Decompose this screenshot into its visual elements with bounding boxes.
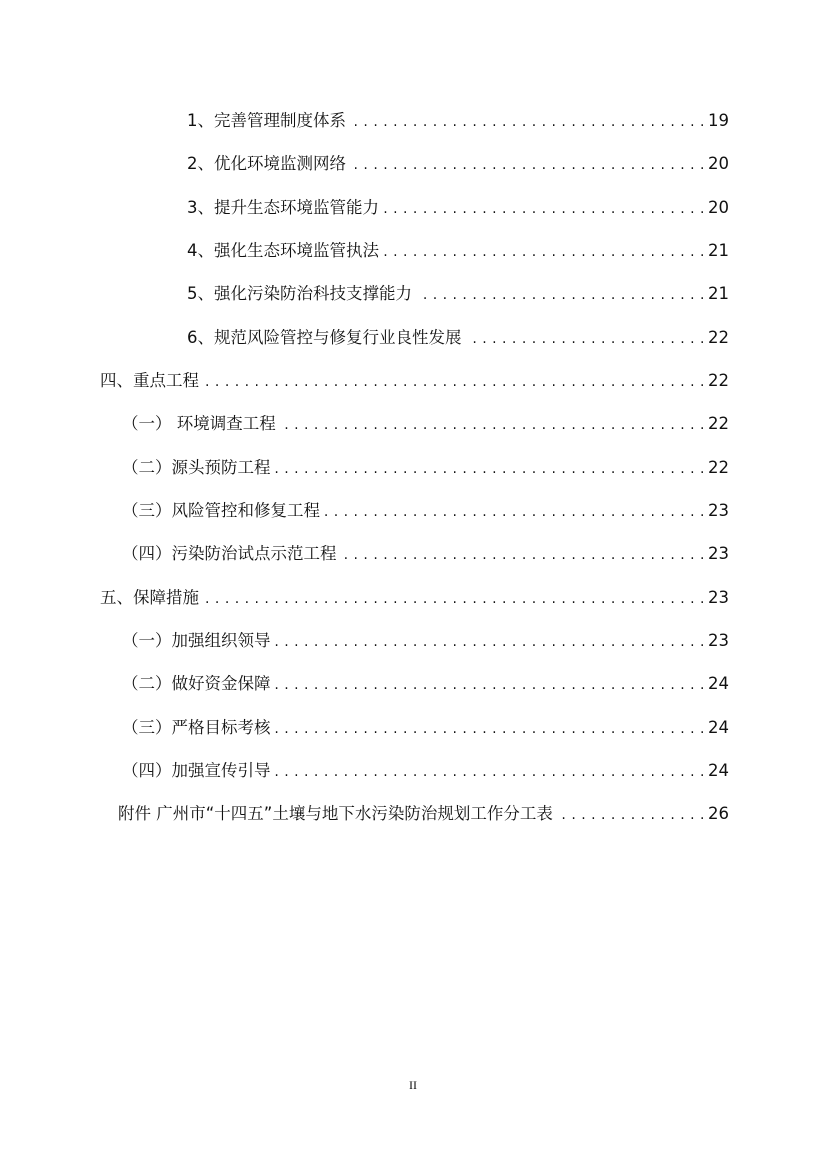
toc-entry-page: 21 — [708, 284, 729, 303]
dot-leader — [203, 376, 705, 388]
toc-entry-title: （四）加强宣传引导 — [122, 761, 271, 780]
toc-entry-page: 23 — [708, 588, 729, 607]
toc-entry[interactable] — [122, 411, 729, 435]
toc-entry-title: （二）源头预防工程 — [122, 458, 271, 477]
toc-entry-page: 22 — [708, 371, 729, 390]
toc-entry[interactable] — [122, 671, 729, 695]
toc-entry-page: 22 — [708, 414, 729, 433]
toc-entry[interactable] — [187, 151, 729, 175]
dot-leader — [203, 593, 705, 605]
dot-leader — [341, 549, 706, 561]
dot-leader — [275, 636, 706, 648]
toc-entry[interactable] — [100, 368, 729, 392]
toc-entry[interactable] — [187, 238, 729, 262]
toc-entry-page: 22 — [708, 328, 729, 347]
toc-entry[interactable] — [118, 801, 729, 825]
toc-entry-page: 20 — [708, 154, 729, 173]
toc-entry[interactable] — [122, 758, 729, 782]
toc-entry-title: （三）风险管控和修复工程 — [122, 501, 320, 520]
dot-leader — [383, 246, 705, 258]
toc-entry-title: （四）污染防治试点示范工程 — [122, 544, 337, 563]
toc-entry-title: 6、规范风险管控与修复行业良性发展 — [187, 328, 462, 347]
toc-entry-title: （一）加强组织领导 — [122, 631, 271, 650]
toc-entry-page: 23 — [708, 544, 729, 563]
toc-entry-page: 23 — [708, 501, 729, 520]
toc-entry-title: （三）严格目标考核 — [122, 718, 271, 737]
dot-leader — [324, 506, 705, 518]
toc-entry-title: 2、优化环境监测网络 — [187, 154, 346, 173]
toc-entry[interactable] — [122, 498, 729, 522]
toc-entry-page: 26 — [708, 804, 729, 823]
toc-entry-title: 1、完善管理制度体系 — [187, 111, 346, 130]
toc-entry[interactable] — [122, 455, 729, 479]
dot-leader — [280, 419, 705, 431]
toc-entry-title: 3、提升生态环境监管能力 — [187, 198, 379, 217]
dot-leader — [275, 723, 706, 735]
toc-entry-page: 20 — [708, 198, 729, 217]
toc-entry[interactable] — [187, 281, 729, 305]
toc-entry[interactable] — [122, 715, 729, 739]
dot-leader — [466, 333, 706, 345]
toc-entry-title: （二）做好资金保障 — [122, 674, 271, 693]
toc-entry[interactable] — [187, 325, 729, 349]
toc-entry[interactable] — [100, 585, 729, 609]
toc-entry-page: 21 — [708, 241, 729, 260]
toc-entry-page: 24 — [708, 761, 729, 780]
dot-leader — [350, 116, 705, 128]
dot-leader — [275, 463, 706, 475]
toc-entry-title: 四、重点工程 — [100, 371, 199, 390]
dot-leader — [557, 809, 705, 821]
toc-entry-page: 19 — [708, 111, 729, 130]
toc-entry-page: 24 — [708, 718, 729, 737]
toc-entry-page: 22 — [708, 458, 729, 477]
dot-leader — [275, 679, 706, 691]
toc-entry[interactable] — [122, 628, 729, 652]
toc-entry-title: 附件 广州市“十四五”土壤与地下水污染防治规划工作分工表 — [118, 804, 553, 823]
toc-entry[interactable] — [187, 108, 729, 132]
toc-entry[interactable] — [187, 195, 729, 219]
toc-entry-title: 5、强化污染防治科技支撑能力 — [187, 284, 412, 303]
toc-entry-title: （一） 环境调查工程 — [122, 414, 276, 433]
toc-entry-page: 24 — [708, 674, 729, 693]
dot-leader — [350, 159, 705, 171]
page-number: II — [409, 1078, 417, 1092]
dot-leader — [275, 766, 706, 778]
toc-entry[interactable] — [122, 541, 729, 565]
toc-entry-title: 4、强化生态环境监管执法 — [187, 241, 379, 260]
dot-leader — [416, 289, 705, 301]
dot-leader — [383, 203, 705, 215]
toc-entry-page: 23 — [708, 631, 729, 650]
toc-entry-title: 五、保障措施 — [100, 588, 199, 607]
